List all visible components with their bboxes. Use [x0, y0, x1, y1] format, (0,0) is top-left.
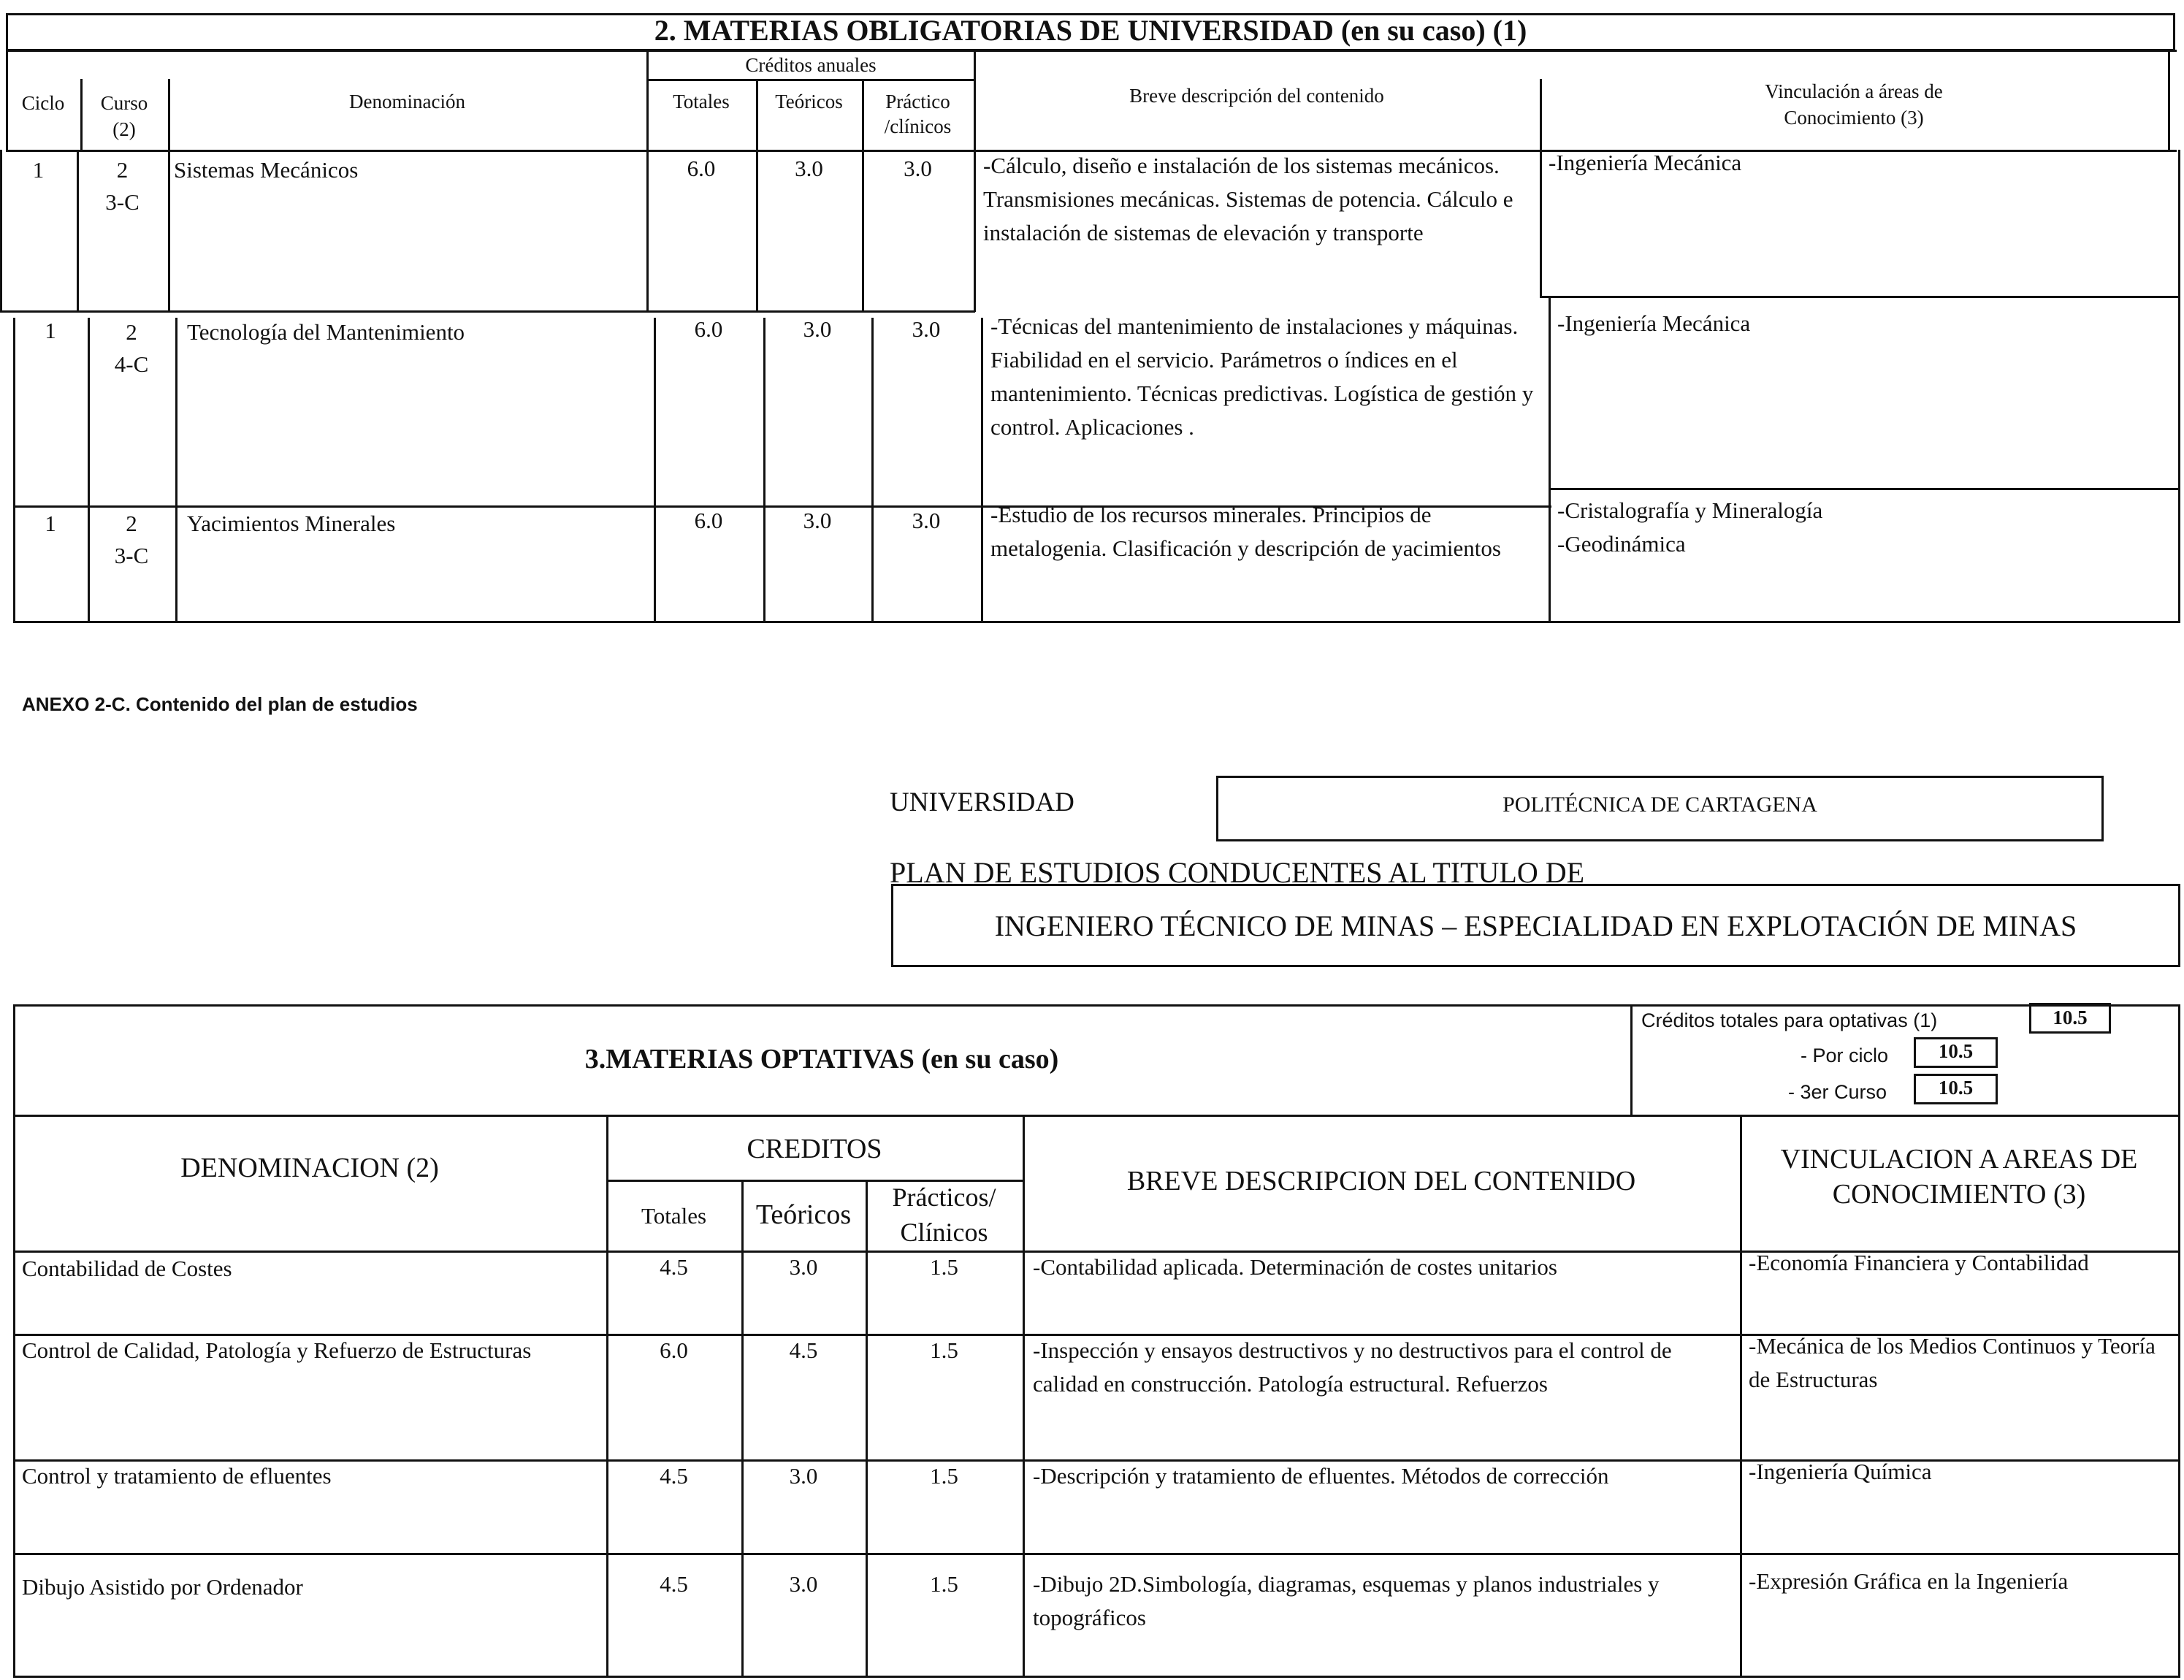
- por-ciclo-value: 10.5: [1938, 1040, 1974, 1062]
- row-teoricos: 3.0: [789, 1571, 818, 1597]
- header-descripcion: Breve descripción del contenido: [1129, 85, 1384, 107]
- plan-label: PLAN DE ESTUDIOS CONDUCENTES AL TITULO DE: [890, 856, 1585, 889]
- row-totales: 4.5: [660, 1571, 688, 1597]
- header-practicos-3-sub: Clínicos: [900, 1218, 988, 1247]
- row-denominacion: Dibujo Asistido por Ordenador: [22, 1574, 303, 1600]
- row-teoricos: 3.0: [789, 1254, 818, 1280]
- tercer-curso-label: - 3er Curso: [1788, 1081, 1887, 1103]
- tercer-curso-value: 10.5: [1938, 1077, 1974, 1099]
- row-area: -Ingeniería Mecánica: [1557, 310, 1751, 336]
- row-curso-sub: 4-C: [114, 351, 149, 377]
- row-totales: 6.0: [694, 316, 723, 342]
- row-areas: -Mecánica de los Medios Continuos y Teoría de Estructuras: [1749, 1333, 2156, 1392]
- header-vinculacion-sub: Conocimiento (3): [1784, 107, 1924, 129]
- row-curso-sub: 3-C: [114, 543, 149, 568]
- row-areas: -Economía Financiera y Contabilidad: [1749, 1250, 2089, 1275]
- annex-title: ANEXO 2-C. Contenido del plan de estudios: [22, 693, 418, 715]
- row-practicos: 1.5: [930, 1571, 958, 1597]
- row-curso: 2: [126, 319, 137, 345]
- row-teoricos: 3.0: [803, 316, 832, 342]
- creditos-totales-label: Créditos totales para optativas (1): [1641, 1009, 1938, 1031]
- row-denominacion: Sistemas Mecánicos: [174, 157, 359, 183]
- por-ciclo-label: - Por ciclo: [1801, 1045, 1889, 1066]
- universidad-value: POLITÉCNICA DE CARTAGENA: [1503, 793, 1817, 817]
- row-areas: -Expresión Gráfica en la Ingeniería: [1749, 1568, 2069, 1594]
- row-practicos: 1.5: [930, 1254, 958, 1280]
- row-descripcion: -Descripción y tratamiento de efluentes. Métodos de corrección: [1033, 1463, 1609, 1489]
- row-teoricos: 3.0: [789, 1463, 818, 1489]
- header-curso: Curso: [100, 92, 148, 114]
- row-denominacion: Tecnología del Mantenimiento: [187, 319, 465, 345]
- row-descripcion: -Técnicas del mantenimiento de instalaciones y máquinas. Fiabilidad en el servicio. Parámetros o índices en el mantenimiento. Técnicas predictivas. Logística de gestión y control. Aplicaciones .: [990, 313, 1534, 440]
- row-descripcion: -Contabilidad aplicada. Determinación de costes unitarios: [1033, 1254, 1557, 1280]
- row-denominacion: Control de Calidad, Patología y Refuerzo de Estructuras: [22, 1337, 532, 1363]
- row-descripcion: -Cálculo, diseño e instalación de los sistemas mecánicos. Transmisiones mecánicas. Sistemas de potencia. Cálculo e instalación de sistemas de elevación y transporte: [983, 153, 1513, 245]
- row-denominacion: Control y tratamiento de efluentes: [22, 1463, 332, 1489]
- row-totales: 6.0: [687, 156, 716, 181]
- header-totales-3: Totales: [641, 1203, 707, 1229]
- header-vinculacion-3: VINCULACION A AREAS DE: [1780, 1144, 2138, 1175]
- header-descripcion-3: BREVE DESCRIPCION DEL CONTENIDO: [1126, 1166, 1636, 1196]
- row-denominacion: Contabilidad de Costes: [22, 1256, 232, 1281]
- row-totales: 4.5: [660, 1463, 688, 1489]
- header-ciclo: Ciclo: [21, 92, 65, 114]
- header-vinculacion: Vinculación a áreas de: [1765, 80, 1943, 102]
- header-creditos: CREDITOS: [747, 1134, 882, 1164]
- row-area: -Cristalografía y Mineralogía: [1557, 497, 1823, 523]
- row-descripcion: -Dibujo 2D.Simbología, diagramas, esquemas y planos industriales y topográficos: [1033, 1571, 1660, 1630]
- header-creditos-anuales: Créditos anuales: [745, 54, 877, 76]
- header-teoricos: Teóricos: [775, 91, 843, 112]
- row-practicos: 1.5: [930, 1463, 958, 1489]
- row-denominacion: Yacimientos Minerales: [187, 511, 396, 536]
- row-ciclo: 1: [32, 157, 45, 183]
- row-descripcion: -Inspección y ensayos destructivos y no destructivos para el control de calidad en construcción. Patología estructural. Refuerzos: [1033, 1337, 1672, 1397]
- row-totales: 6.0: [694, 508, 723, 533]
- header-practicos-3: Prácticos/: [892, 1183, 996, 1212]
- row-totales: 4.5: [660, 1254, 688, 1280]
- header-curso-sub: (2): [112, 118, 136, 140]
- header-denominacion: Denominación: [349, 91, 465, 112]
- creditos-totales-value: 10.5: [2053, 1007, 2088, 1028]
- row-area: -Geodinámica: [1557, 531, 1686, 557]
- titulo-value: INGENIERO TÉCNICO DE MINAS – ESPECIALIDAD EN EXPLOTACIÓN DE MINAS: [994, 909, 2077, 942]
- row-teoricos: 4.5: [789, 1337, 818, 1363]
- row-teoricos: 3.0: [803, 508, 832, 533]
- row-teoricos: 3.0: [795, 156, 823, 181]
- header-vinculacion-3-sub: CONOCIMIENTO (3): [1832, 1179, 2086, 1210]
- row-practicos: 3.0: [912, 316, 941, 342]
- row-practicos: 3.0: [904, 156, 932, 181]
- universidad-label: UNIVERSIDAD: [890, 787, 1074, 817]
- row-curso-sub: 3-C: [105, 189, 140, 215]
- section3-title: 3.MATERIAS OPTATIVAS (en su caso): [584, 1044, 1059, 1074]
- row-practicos: 3.0: [912, 508, 941, 533]
- row-totales: 6.0: [660, 1337, 688, 1363]
- row-practicos: 1.5: [930, 1337, 958, 1363]
- row-ciclo: 1: [45, 318, 56, 343]
- header-teoricos-3: Teóricos: [755, 1199, 852, 1230]
- row-curso: 2: [116, 157, 129, 183]
- section2-title: 2. MATERIAS OBLIGATORIAS DE UNIVERSIDAD (en su caso) (1): [654, 14, 1527, 47]
- row-areas: -Ingeniería Química: [1749, 1459, 1932, 1484]
- header-denominacion-3: DENOMINACION (2): [180, 1153, 439, 1183]
- row-curso: 2: [126, 511, 137, 536]
- header-practico: Práctico: [885, 91, 950, 112]
- row-ciclo: 1: [45, 511, 56, 536]
- header-totales: Totales: [673, 91, 730, 112]
- header-practico-sub: /clínicos: [884, 115, 952, 137]
- row-area: -Ingeniería Mecánica: [1549, 150, 1742, 175]
- row-descripcion: -Estudio de los recursos minerales. Principios de metalogenia. Clasificación y descripción de yacimientos: [990, 502, 1501, 561]
